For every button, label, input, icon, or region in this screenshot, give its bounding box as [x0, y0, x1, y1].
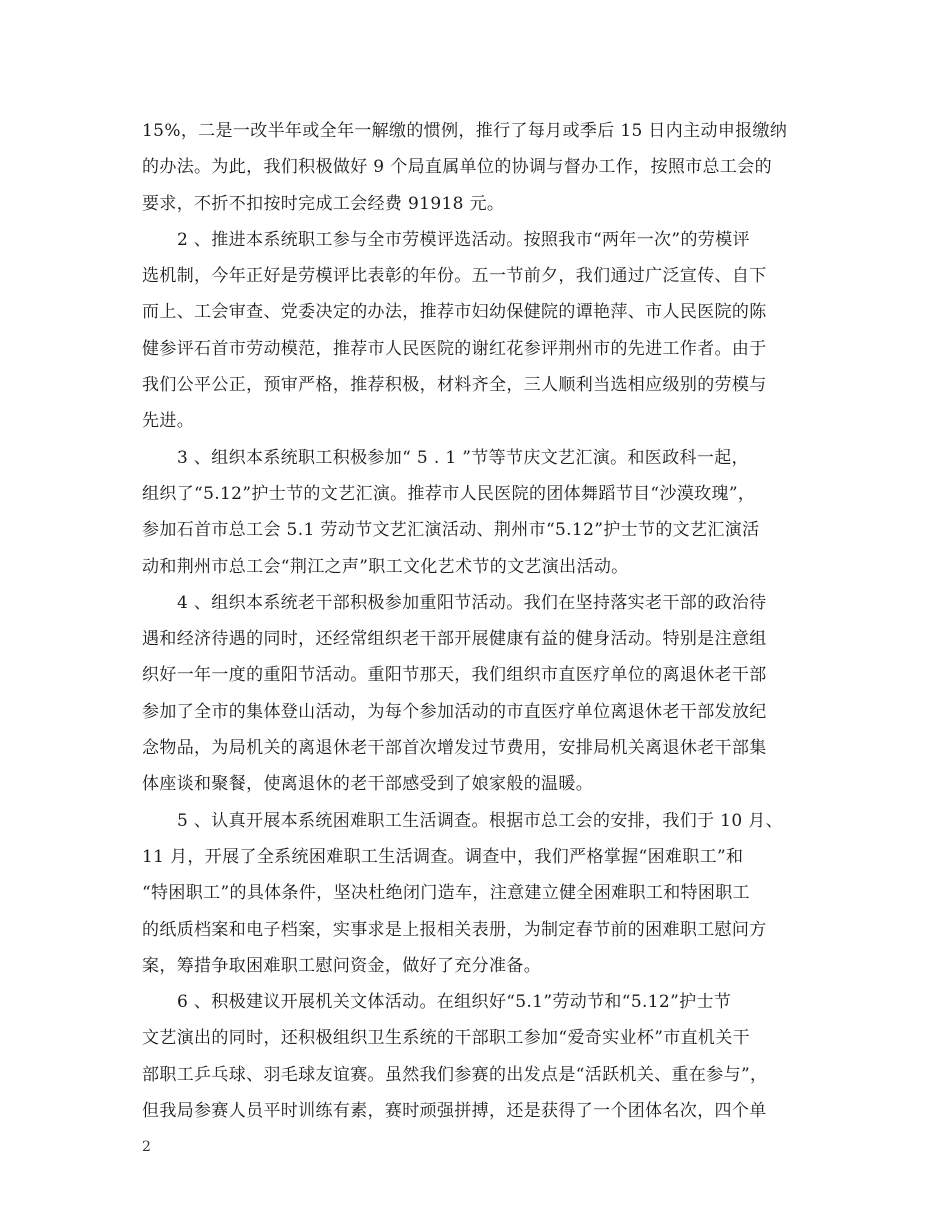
text-line: 动和荆州市总工会“荆江之声”职工文化艺术节的文艺演出活动。	[142, 556, 629, 577]
text-line: 11 月，开展了全系统困难职工生活调查。调查中，我们严格掌握“困难职工”和	[142, 846, 744, 867]
text-line: 但我局参赛人员平时训练有素，赛时顽强拼搏，还是获得了一个团体名次，四个单	[142, 1101, 767, 1122]
text-line: “特困职工”的具体条件，坚决杜绝闭门造车，注意建立健全困难职工和特困职工	[142, 883, 750, 904]
paragraph-model-worker-selection	[142, 222, 822, 440]
text-line: 念物品，为局机关的离退休老干部首次增发过节费用，安排局机关离退休老干部集	[142, 738, 767, 759]
paragraph-hardship-survey	[142, 803, 822, 984]
text-line: 织好一年一度的重阳节活动。重阳节那天，我们组织市直医疗单位的离退休老干部	[142, 665, 767, 686]
text-line: 案，筹措争取困难职工慰问资金，做好了充分准备。	[142, 955, 542, 976]
text-line: 4 、组织本系统老干部积极参加重阳节活动。我们在坚持落实老干部的政治待	[177, 592, 767, 613]
text-line: 参加了全市的集体登山活动，为每个参加活动的市直医疗单位离退休老干部发放纪	[142, 701, 767, 722]
text-line: 文艺演出的同时，还积极组织卫生系统的干部职工参加“爱奇实业杯”市直机关干	[142, 1028, 750, 1049]
text-line: 5 、认真开展本系统困难职工生活调查。根据市总工会的安排，我们于 10 月、	[177, 810, 783, 831]
text-line: 而上、工会审查、党委决定的办法，推荐市妇幼保健院的谭艳萍、市人民医院的陈	[142, 302, 767, 323]
paragraph-double-ninth-festival	[142, 585, 822, 803]
text-line: 3 、组织本系统职工积极参加“ 5 . 1 ”节等节庆文艺汇演。和医政科一起，	[177, 447, 749, 468]
paragraph-art-performances	[142, 440, 822, 585]
document-body	[142, 113, 822, 1129]
text-line: 我们公平公正，预审严格，推荐积极，材料齐全，三人顺利当选相应级别的劳模与	[142, 375, 767, 396]
text-line: 先进。	[142, 411, 195, 432]
text-line: 健参评石首市劳动模范，推荐市人民医院的谢红花参评荆州市的先进工作者。由于	[142, 338, 767, 359]
text-line: 参加石首市总工会 5.1 劳动节文艺汇演活动、荆州市“5.12”护士节的文艺汇演活	[142, 520, 760, 541]
text-line: 的办法。为此，我们积极做好 9 个局直属单位的协调与督办工作，按照市总工会的	[142, 157, 772, 178]
text-line: 部职工乒乓球、羽毛球友谊赛。虽然我们参赛的出发点是“活跃机关、重在参与”，	[142, 1064, 768, 1085]
page-number: 2	[142, 1139, 151, 1155]
text-line: 的纸质档案和电子档案，实事求是上报相关表册，为制定春节前的困难职工慰问方	[142, 919, 767, 940]
text-line: 组织了“5.12”护士节的文艺汇演。推荐市人民医院的团体舞蹈节目“沙漠玫瑰”，	[142, 483, 756, 504]
paragraph-dues-continued	[142, 113, 822, 222]
text-line: 2 、推进本系统职工参与全市劳模评选活动。按照我市“两年一次”的劳模评	[177, 229, 750, 250]
text-line: 6 、积极建议开展机关文体活动。在组织好“5.1”劳动节和“5.12”护士节	[177, 992, 732, 1013]
text-line: 要求，不折不扣按时完成工会经费 91918 元。	[142, 193, 505, 214]
text-line: 选机制，今年正好是劳模评比表彰的年份。五一节前夕，我们通过广泛宣传、自下	[142, 266, 767, 287]
paragraph-sports-activities	[142, 984, 822, 1129]
text-line: 体座谈和聚餐，使离退休的老干部感受到了娘家般的温暖。	[142, 774, 594, 795]
text-line: 15%，二是一改半年或全年一解缴的惯例，推行了每月或季后 15 日内主动申报缴纳	[142, 121, 788, 141]
text-line: 遇和经济待遇的同时，还经常组织老干部开展健康有益的健身活动。特别是注意组	[142, 629, 767, 650]
